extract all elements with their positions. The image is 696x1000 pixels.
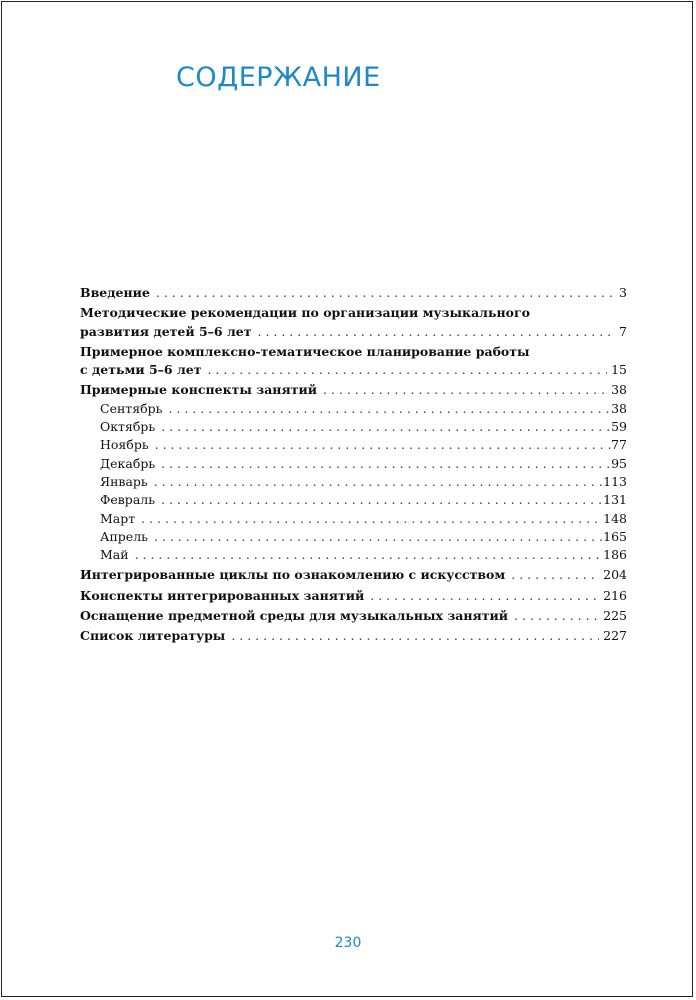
toc-label: Сентябрь bbox=[100, 400, 163, 416]
toc-entry-intro[interactable] bbox=[80, 284, 627, 302]
toc-page: 3 bbox=[619, 285, 627, 300]
toc-label: Апрель bbox=[100, 528, 148, 544]
toc-entry-equipment[interactable] bbox=[80, 607, 627, 625]
toc-page: 38 bbox=[611, 400, 627, 416]
dot-leader bbox=[161, 418, 611, 436]
toc-label: Октябрь bbox=[100, 419, 156, 435]
dot-leader bbox=[323, 381, 607, 399]
toc-label: Март bbox=[100, 510, 136, 526]
toc-page: 216 bbox=[603, 587, 627, 603]
toc-entry-month[interactable] bbox=[80, 491, 627, 509]
toc-label: Оснащение предметной среды для музыкальных занятий bbox=[80, 608, 509, 624]
dot-leader bbox=[135, 546, 604, 564]
toc-page: 59 bbox=[611, 419, 627, 435]
toc-entry-month[interactable] bbox=[80, 546, 627, 564]
dot-leader bbox=[155, 436, 611, 454]
toc-page: 77 bbox=[611, 437, 627, 453]
table-of-contents bbox=[80, 284, 627, 646]
toc-entry-planning[interactable] bbox=[80, 343, 627, 380]
toc-page: 113 bbox=[603, 473, 627, 489]
toc-page: 95 bbox=[611, 455, 627, 471]
dot-leader bbox=[168, 400, 611, 418]
toc-label: Конспекты интегрированных занятий bbox=[80, 587, 365, 603]
toc-page: 225 bbox=[603, 608, 627, 624]
toc-page: 227 bbox=[603, 628, 627, 644]
toc-page: 148 bbox=[603, 510, 627, 526]
dot-leader bbox=[141, 510, 603, 528]
toc-entry-month[interactable] bbox=[80, 436, 627, 454]
page-title: СОДЕРЖАНИЕ bbox=[176, 62, 381, 93]
toc-entry-month[interactable] bbox=[80, 400, 627, 418]
toc-entry-month[interactable] bbox=[80, 528, 627, 546]
toc-label-line1: Примерное комплексно-тематическое планирование работы bbox=[80, 343, 530, 359]
toc-entry-month[interactable] bbox=[80, 473, 627, 491]
toc-label: Май bbox=[100, 547, 129, 563]
dot-leader bbox=[207, 361, 607, 379]
toc-label: Введение bbox=[80, 285, 150, 300]
toc-page: 38 bbox=[611, 382, 627, 398]
toc-entry-month[interactable] bbox=[80, 455, 627, 473]
page-number: 230 bbox=[334, 935, 362, 951]
toc-label: Февраль bbox=[100, 492, 156, 508]
toc-page: 186 bbox=[603, 547, 627, 563]
toc-label-line2: с детьми 5–6 лет bbox=[80, 362, 202, 378]
toc-label: Список литературы bbox=[80, 628, 226, 644]
dot-leader bbox=[156, 284, 615, 302]
toc-page: 131 bbox=[603, 492, 627, 508]
toc-entry-outlines[interactable] bbox=[80, 381, 627, 399]
toc-label: Январь bbox=[100, 473, 148, 489]
toc-entry-literature[interactable] bbox=[80, 627, 627, 645]
toc-entry-month[interactable] bbox=[80, 418, 627, 436]
toc-label: Ноябрь bbox=[100, 437, 149, 453]
toc-entry-month[interactable] bbox=[80, 510, 627, 528]
dot-leader bbox=[154, 473, 603, 491]
toc-label-line1: Методические рекомендации по организации музыкального bbox=[80, 305, 530, 321]
toc-entry-integrated-outlines[interactable] bbox=[80, 587, 627, 605]
dot-leader bbox=[161, 455, 611, 473]
toc-label: Декабрь bbox=[100, 455, 156, 471]
dot-leader bbox=[154, 528, 603, 546]
dot-leader bbox=[258, 323, 616, 341]
dot-leader bbox=[161, 491, 603, 509]
dot-leader bbox=[370, 587, 599, 605]
toc-label: Примерные конспекты занятий bbox=[80, 382, 317, 398]
dot-leader bbox=[514, 607, 599, 625]
toc-label-line2: развития детей 5–6 лет bbox=[80, 323, 252, 339]
toc-page: 165 bbox=[603, 528, 627, 544]
toc-entry-integrated-cycles[interactable] bbox=[80, 566, 627, 584]
toc-entry-methodical[interactable] bbox=[80, 304, 627, 341]
toc-page: 204 bbox=[603, 567, 627, 583]
dot-leader bbox=[511, 566, 599, 584]
dot-leader bbox=[231, 627, 599, 645]
toc-page: 7 bbox=[619, 323, 627, 339]
toc-page: 15 bbox=[611, 362, 627, 378]
toc-label: Интегрированные циклы по ознакомлению с искусством bbox=[80, 567, 506, 583]
